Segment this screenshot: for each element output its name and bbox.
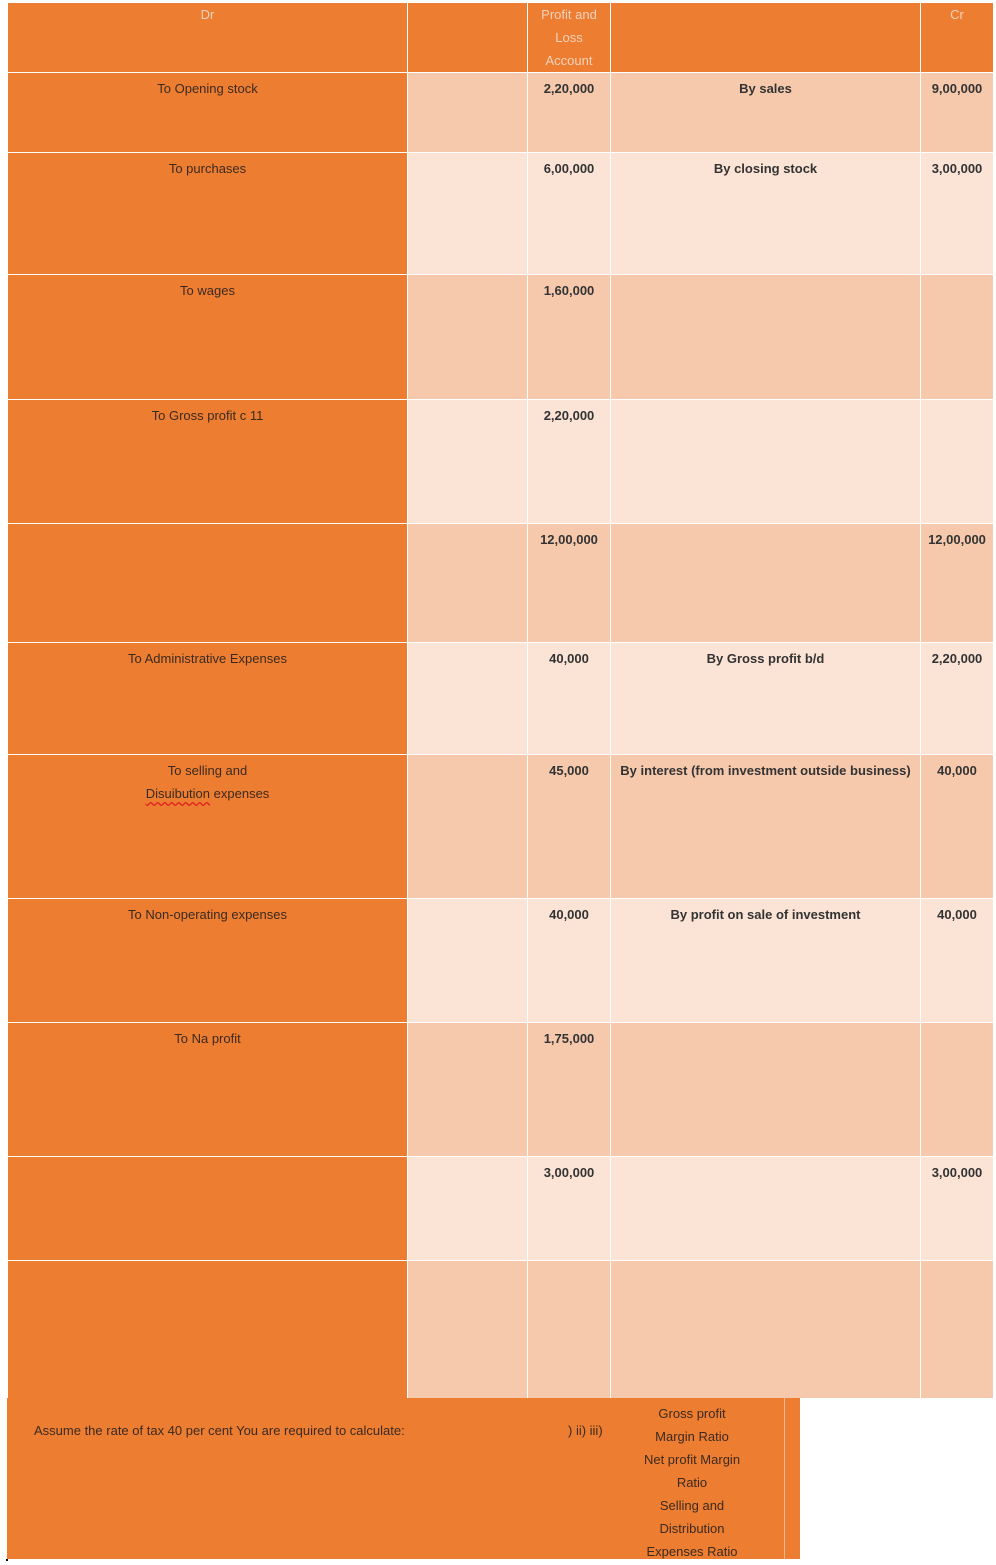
debit-amount: [528, 1261, 611, 1399]
credit-amount: [921, 400, 994, 524]
credit-description: [611, 1157, 921, 1261]
assumption-block: [7, 1398, 800, 1559]
ratio-list: Gross profit Margin Ratio Net profit Margin Ratio Selling and Distribution Expenses Ratio: [643, 1406, 741, 1559]
row-label: To purchases: [8, 153, 408, 275]
dr-header: Dr: [8, 3, 408, 73]
credit-total: 12,00,000: [921, 524, 994, 643]
row-label: To wages: [8, 275, 408, 400]
debit-total: 12,00,000: [528, 524, 611, 643]
misspelled-word: Disuibution: [145, 786, 211, 801]
credit-total: 3,00,000: [921, 1157, 994, 1261]
credit-amount: [921, 1023, 994, 1157]
table-row: [8, 1157, 994, 1261]
row-label: To selling and Disuibution expenses: [8, 755, 408, 899]
profit-loss-table: [7, 2, 994, 1399]
credit-description: By interest (from investment outside business): [611, 755, 921, 899]
debit-amount: 40,000: [528, 643, 611, 755]
table-row: [8, 1023, 994, 1157]
table-row: [8, 524, 994, 643]
credit-description: By sales: [611, 73, 921, 153]
table-row: [8, 153, 994, 275]
credit-description: [611, 275, 921, 400]
stray-mark: [6, 1559, 8, 1561]
row-label: [8, 1261, 408, 1399]
table-row: [8, 643, 994, 755]
credit-amount: [921, 1261, 994, 1399]
debit-amount: 45,000: [528, 755, 611, 899]
row-label: To Gross profit c 11: [8, 400, 408, 524]
credit-description: By profit on sale of investment: [611, 899, 921, 1023]
table-row: [8, 275, 994, 400]
footer-divider: [784, 1398, 785, 1559]
row-label: [8, 1157, 408, 1261]
debit-amount: 2,20,000: [528, 400, 611, 524]
credit-amount: 9,00,000: [921, 73, 994, 153]
table-row: [8, 755, 994, 899]
debit-amount: 6,00,000: [528, 153, 611, 275]
table-row: [8, 73, 994, 153]
cr-header: Cr: [921, 3, 994, 73]
header-row: [8, 3, 994, 73]
table-row: [8, 1261, 994, 1399]
debit-amount: 2,20,000: [528, 73, 611, 153]
credit-description: [611, 400, 921, 524]
credit-description: [611, 524, 921, 643]
credit-description: By Gross profit b/d: [611, 643, 921, 755]
row-label: To Administrative Expenses: [8, 643, 408, 755]
table-row: [8, 400, 994, 524]
debit-amount: 1,60,000: [528, 275, 611, 400]
roman-numerals: ) ii) iii): [568, 1423, 603, 1438]
row-label: To Non-operating expenses: [8, 899, 408, 1023]
credit-amount: 2,20,000: [921, 643, 994, 755]
debit-amount: 1,75,000: [528, 1023, 611, 1157]
credit-description: [611, 1261, 921, 1399]
row-label: To Na profit: [8, 1023, 408, 1157]
account-title: Profit and Loss Account: [528, 3, 611, 73]
debit-total: 3,00,000: [528, 1157, 611, 1261]
credit-amount: 3,00,000: [921, 153, 994, 275]
credit-amount: 40,000: [921, 899, 994, 1023]
credit-amount: 40,000: [921, 755, 994, 899]
row-label: To Opening stock: [8, 73, 408, 153]
table-row: [8, 899, 994, 1023]
credit-amount: [921, 275, 994, 400]
credit-description: By closing stock: [611, 153, 921, 275]
assumption-text: Assume the rate of tax 40 per cent You are required to calculate:: [34, 1423, 405, 1438]
debit-amount: 40,000: [528, 899, 611, 1023]
profit-loss-sheet: [7, 2, 993, 1399]
row-label: [8, 524, 408, 643]
credit-description: [611, 1023, 921, 1157]
